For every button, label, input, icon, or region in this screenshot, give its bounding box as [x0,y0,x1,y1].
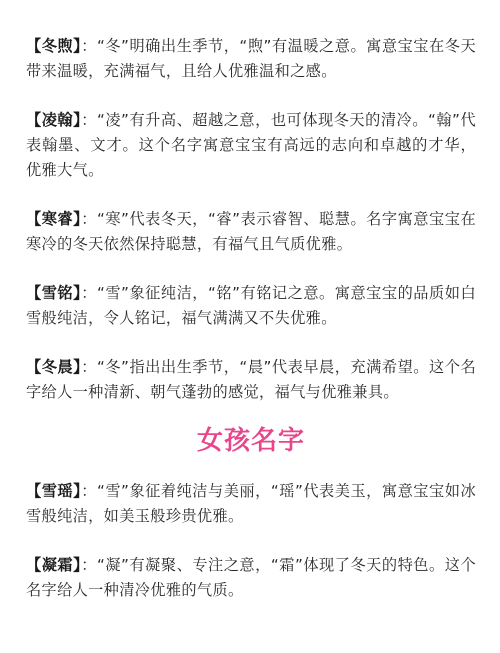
name-title: 【雪铭】 [26,284,82,302]
name-title: 【凝霜】 [26,556,82,574]
name-description: ：“凌”有升高、超越之意，也可体现冬天的清冷。“翰”代表翰墨、文才。这个名字寓意宝宝有高远的志向和卓越的才华，优雅大气。 [26,111,476,179]
name-description: ：“雪”象征着纯洁与美丽，“瑶”代表美玉，寓意宝宝如冰雪般纯洁，如美玉般珍贵优雅。 [26,482,476,525]
name-entry [26,281,476,331]
name-title: 【凌翰】 [26,111,82,129]
section-heading-girl-names: 女孩名字 [196,426,305,456]
name-title: 【冬晨】 [26,358,82,376]
name-description: ：“凝”有凝聚、专注之意，“霜”体现了冬天的特色。这个名字给人一种清冷优雅的气质。 [26,556,476,599]
name-entry [26,207,476,257]
name-title: 【雪瑶】 [26,482,82,500]
name-description: ：“冬”指出出生季节，“晨”代表早晨，充满希望。这个名字给人一种清新、朝气蓬勃的感觉，福气与优雅兼具。 [26,358,476,401]
name-description: ：“寒”代表冬天，“睿”表示睿智、聪慧。名字寓意宝宝在寒冷的冬天依然保持聪慧，有福气且气质优雅。 [26,210,476,253]
name-entry [26,553,476,603]
boy-names-list [26,34,476,405]
name-description: ：“雪”象征纯洁，“铭”有铭记之意。寓意宝宝的品质如白雪般纯洁，令人铭记，福气满满又不失优雅。 [26,284,476,327]
name-description: ：“冬”明确出生季节，“煦”有温暖之意。寓意宝宝在冬天带来温暖，充满福气，且给人优雅温和之感。 [26,37,476,80]
name-entry [26,34,476,84]
name-entry [26,355,476,405]
name-title: 【冬煦】 [26,37,82,55]
name-title: 【寒睿】 [26,210,82,228]
name-entry [26,108,476,183]
name-entry [26,479,476,529]
girl-names-list [26,479,476,603]
